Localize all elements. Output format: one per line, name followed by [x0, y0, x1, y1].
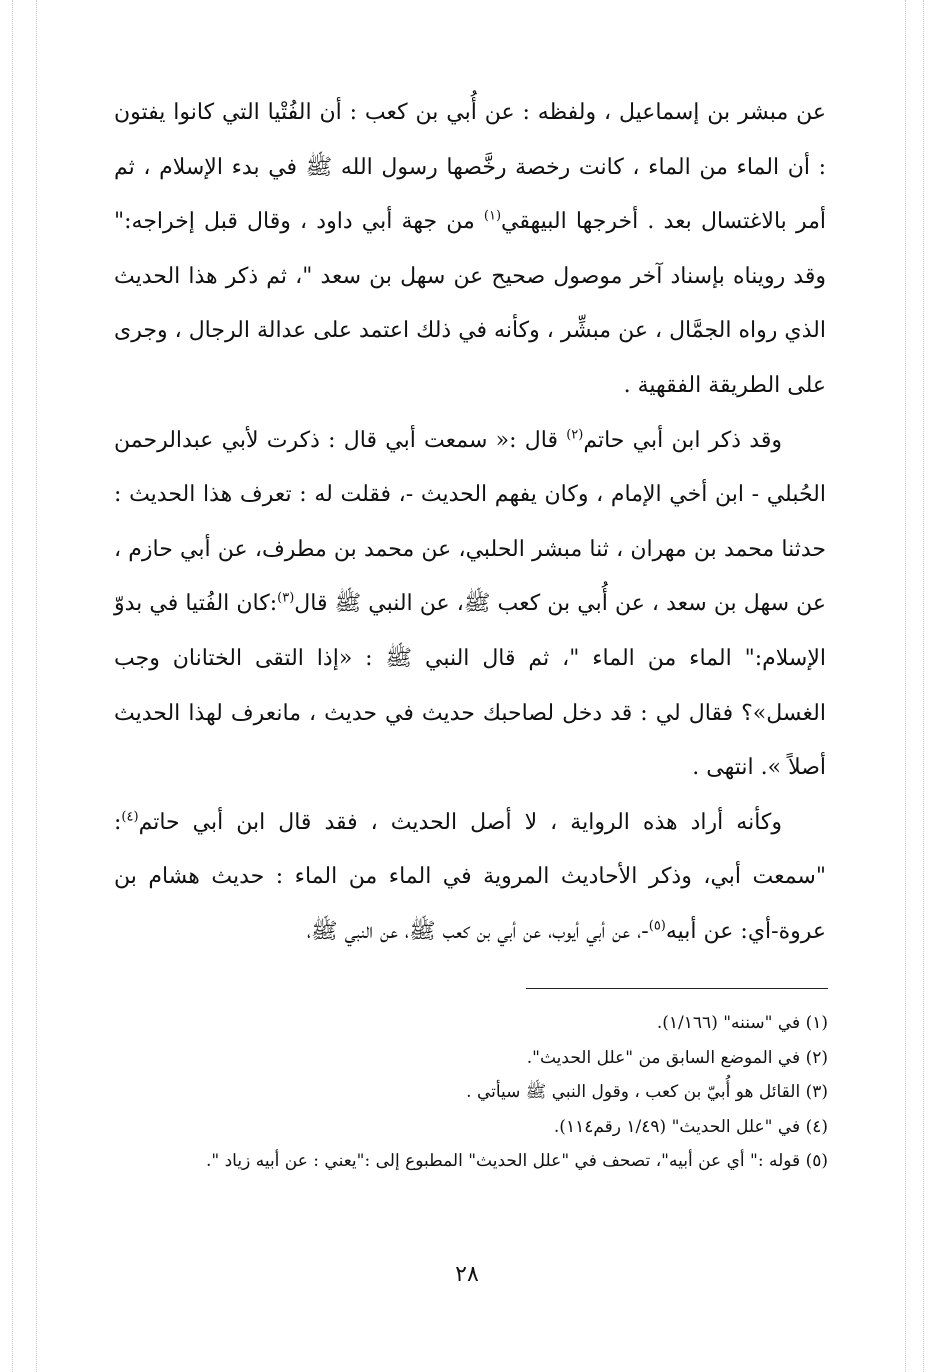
footnote-ref-1: (١): [483, 208, 502, 224]
footnote-1: (١) في "سننه" (١/١٦٦).: [656, 1013, 828, 1033]
paragraph-text: قال :« سمعت أبي قال : ذكرت لأبي عبدالرحمن الحُبلي - ابن أخي الإمام ، وكان يفهم الحديث -، فقلت له : تعرف هذا الحديث : حدثنا محمد بن مهران ، ثنا مبشر الحلبي، عن محمد بن مطرف، عن أبي حازم ، عن سهل بن سعد ، عن أُبي بن كعب ﷺ، عن النبي ﷺ قال: [114, 427, 826, 617]
paragraph-text: :كان الفُتيا في بدوّ الإسلام:" الماء من الماء "، ثم قال النبي ﷺ : «إذا التقى الختانان وجب الغسل»؟ فقال لي : قد دخل لصاحبك حديث في حديث ، مانعرف لهذا الحديث أصلاً ». انتهى .: [114, 591, 826, 781]
main-text: [114, 86, 826, 960]
footnote-4: (٤) في "علل الحديث" (١/٤٩ رقم١١٤).: [553, 1116, 828, 1137]
paragraph-1: [114, 86, 826, 414]
paragraph-2: [114, 414, 826, 796]
page-number: ٢٨: [455, 1262, 479, 1287]
paragraph-3: [114, 796, 826, 960]
paragraph-text: وقد ذكر ابن أبي حاتم: [583, 427, 782, 453]
footnote-2: (٢) في الموضع السابق من "علل الحديث".: [526, 1047, 828, 1068]
scan-edge-line: [36, 0, 37, 1372]
paragraph-text: -، عن أبي أيوب، عن أبي بن كعب ﷺ، عن النبي ﷺ،: [306, 918, 649, 944]
footnote-ref-5: (٥): [648, 918, 666, 934]
footnote-5: (٥) قوله :" أي عن أبيه"، تصحف في "علل الحديث" المطبوع إلى :"يعني : عن أبيه زياد ".: [205, 1151, 828, 1171]
paragraph-text: من جهة أبي داود ، وقال قبل إخراجه:" وقد رويناه بإسناد آخر موصول صحيح عن سهل بن سعد "، ثم ذكر هذا الحديث الذي رواه الجمَّال ، عن مبشِّر ، وكأنه في ذلك اعتمد على عدالة الرجال ، وجرى على الطريقة الفقهية .: [114, 209, 826, 398]
footnote-ref-3: (٣): [277, 591, 295, 607]
footnotes: [108, 1006, 828, 1179]
paragraph-text: وكأنه أراد هذه الرواية ، لا أصل الحديث ، فقد قال ابن أبي حاتم: [138, 809, 782, 835]
footnote-ref-2: (٢): [566, 427, 584, 443]
scan-edge-line: [923, 0, 924, 1372]
footnote-ref-4: (٤): [121, 809, 139, 825]
footnote-divider: [526, 988, 828, 989]
scan-edge-line: [12, 0, 13, 1372]
paragraph-text: عن مبشر بن إسماعيل ، ولفظه : عن أُبي بن كعب : أن الفُتْيا التي كانوا يفتون : أن الماء من الماء ، كانت رخصة رخَّصها رسول الله ﷺ في بدء الإسلام ، ثم أمر بالاغتسال بعد . أخرجها البيهقي: [114, 100, 826, 235]
footnote-3: (٣) القائل هو أُبيّ بن كعب ، وقول النبي ﷺ سيأتي .: [466, 1082, 828, 1102]
scan-edge-line: [905, 0, 906, 1372]
paragraph-text: : "سمعت أبي، وذكر الأحاديث المروية في الماء من الماء : حديث هشام بن عروة-أي: عن أبيه: [114, 809, 826, 944]
